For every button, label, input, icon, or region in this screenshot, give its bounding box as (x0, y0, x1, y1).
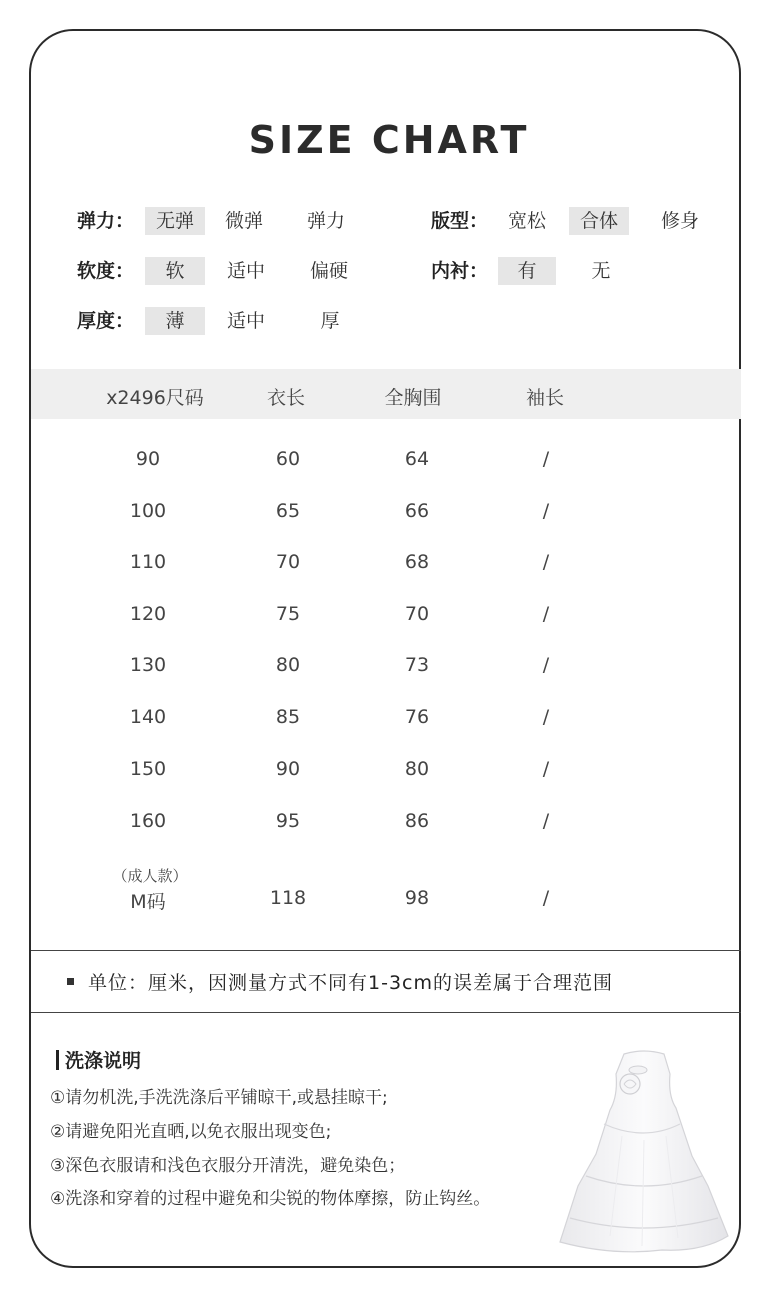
cell-chest: 73 (404, 654, 430, 676)
header-chest: 全胸围 (384, 387, 442, 409)
cell-length: 70 (275, 551, 301, 573)
title-bar-icon (56, 1050, 59, 1070)
cell-sleeve: / (542, 654, 550, 676)
cell-chest: 80 (404, 758, 430, 780)
cell-sleeve: / (542, 887, 550, 909)
cell-length: 85 (275, 706, 301, 728)
cell-length: 90 (275, 758, 301, 780)
thickness-option-thick: 厚 (320, 310, 340, 332)
cell-size: 90 (135, 448, 161, 470)
cell-sleeve: / (542, 810, 550, 832)
cell-sleeve: / (542, 603, 550, 625)
divider-bottom (31, 1012, 741, 1013)
cell-length: 95 (275, 810, 301, 832)
softness-option-hard: 偏硬 (309, 260, 348, 282)
cell-chest: 68 (404, 551, 430, 573)
thickness-option-medium: 适中 (226, 310, 265, 332)
cell-length: 65 (275, 500, 301, 522)
header-length: 衣长 (266, 387, 305, 409)
wash-title: 洗涤说明 (56, 1046, 141, 1073)
divider-top (31, 950, 741, 951)
fit-label: 版型： (431, 210, 489, 232)
fit-option-slim: 修身 (660, 210, 699, 232)
elasticity-option-slight: 微弹 (224, 210, 263, 232)
elasticity-option-stretch: 弹力 (306, 210, 345, 232)
cell-length: 75 (275, 603, 301, 625)
white-dress-image (552, 1046, 738, 1258)
softness-option-medium: 适中 (226, 260, 265, 282)
cell-adult-note: （成人款） (112, 867, 188, 885)
cell-size: 160 (129, 810, 167, 832)
cell-size: 150 (129, 758, 167, 780)
softness-option-soft: 软 (145, 257, 205, 285)
cell-length: 60 (275, 448, 301, 470)
cell-size: 120 (129, 603, 167, 625)
cell-sleeve: / (542, 500, 550, 522)
header-sleeve: 袖长 (525, 387, 564, 409)
cell-chest: 66 (404, 500, 430, 522)
lining-option-no: 无 (591, 260, 611, 282)
header-size: x2496尺码 (106, 387, 204, 409)
wash-item: ③深色衣服请和浅色衣服分开清洗，避免染色； (50, 1156, 406, 1176)
cell-chest: 76 (404, 706, 430, 728)
cell-size: 130 (129, 654, 167, 676)
cell-size: 100 (129, 500, 167, 522)
cell-chest: 70 (404, 603, 430, 625)
bullet-icon (67, 978, 74, 985)
fit-option-loose: 宽松 (507, 210, 546, 232)
elasticity-label: 弹力： (77, 210, 135, 232)
wash-item: ②请避免阳光直晒,以免衣服出现变色; (50, 1122, 332, 1142)
cell-length: 80 (275, 654, 301, 676)
cell-length: 118 (269, 887, 307, 909)
wash-item: ④洗涤和穿着的过程中避免和尖锐的物体摩擦，防止钩丝。 (50, 1189, 491, 1209)
unit-note: 单位：厘米，因测量方式不同有1-3cm的误差属于合理范围 (67, 968, 613, 995)
elasticity-option-none: 无弹 (145, 207, 205, 235)
cell-chest: 86 (404, 810, 430, 832)
fit-option-regular: 合体 (569, 207, 629, 235)
cell-chest: 64 (404, 448, 430, 470)
cell-sleeve: / (542, 758, 550, 780)
cell-size: 140 (129, 706, 167, 728)
softness-label: 软度： (77, 260, 135, 282)
cell-sleeve: / (542, 448, 550, 470)
cell-chest: 98 (404, 887, 430, 909)
cell-size: M码 (130, 891, 166, 913)
cell-sleeve: / (542, 551, 550, 573)
cell-size: 110 (129, 551, 167, 573)
lining-label: 内衬： (431, 260, 489, 282)
thickness-option-thin: 薄 (145, 307, 205, 335)
cell-sleeve: / (542, 706, 550, 728)
thickness-label: 厚度： (77, 310, 135, 332)
wash-item: ①请勿机洗,手洗洗涤后平铺晾干,或悬挂晾干; (50, 1088, 388, 1108)
page-title: SIZE CHART (248, 118, 530, 162)
lining-option-yes: 有 (498, 257, 556, 285)
